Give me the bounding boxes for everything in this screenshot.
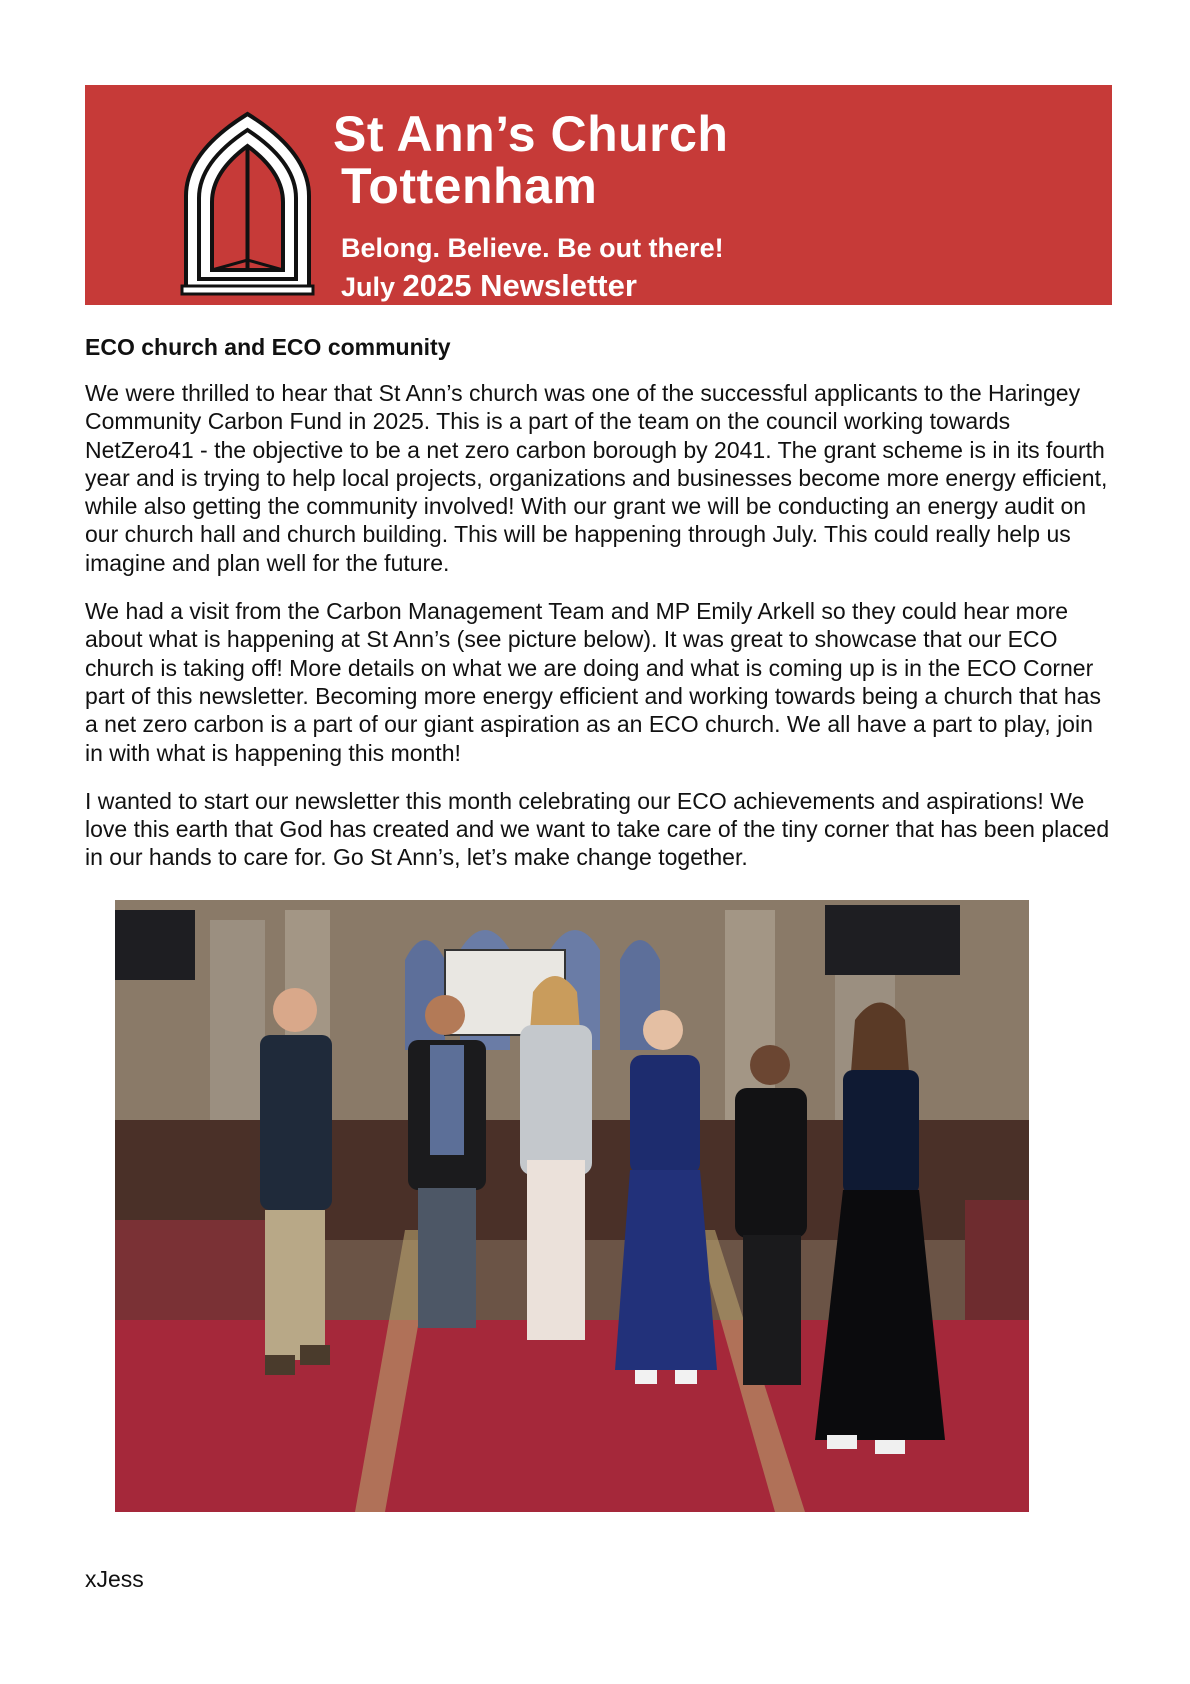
article-paragraph-3: I wanted to start our newsletter this month celebrating our ECO achievements and aspirations! We love this earth that God has created and we want to take care of the tiny corner that has been placed in our hands to care for. Go St Ann’s, let’s make change together. [85, 787, 1110, 871]
article-paragraph-2: We had a visit from the Carbon Management Team and MP Emily Arkell so they could hear more about what is happening at St Ann’s (see picture below). It was great to showcase that our ECO church is taking off! More details on what we are doing and what is coming up is in the ECO Corner part of this newsletter. Becoming more energy efficient and working towards being a church that has a net zero carbon is a part of our giant aspiration as an ECO church. We all have a part to play, join in with what is happening this month! [85, 598, 1101, 766]
group-photo [115, 900, 1029, 1512]
article-heading: ECO church and ECO community [85, 334, 451, 360]
tagline: Belong. Believe. Be out there! [341, 233, 724, 263]
newsletter-edition [341, 268, 637, 304]
edition-month: July [341, 272, 396, 302]
newsletter-header-banner [85, 85, 1112, 305]
signoff: xJess [85, 1566, 144, 1592]
church-name: St Ann’s Church [333, 106, 729, 162]
church-window-icon [180, 110, 315, 305]
church-location: Tottenham [341, 158, 598, 214]
article [85, 334, 1115, 892]
article-paragraph-1: We were thrilled to hear that St Ann’s church was one of the successful applicants to the Haringey Community Carbon Fund in 2025. This is a part of the team on the council working towards NetZero41 - the objective to be a net zero carbon borough by 2041. The grant scheme is in its fourth year and is trying to help local projects, organizations and businesses become more energy efficient, while also getting the community involved! With our grant we will be conducting an energy audit on our church hall and church building. This will be happening through July. This could really help us imagine and plan well for the future. [85, 380, 1108, 576]
edition-title: 2025 Newsletter [402, 268, 637, 303]
